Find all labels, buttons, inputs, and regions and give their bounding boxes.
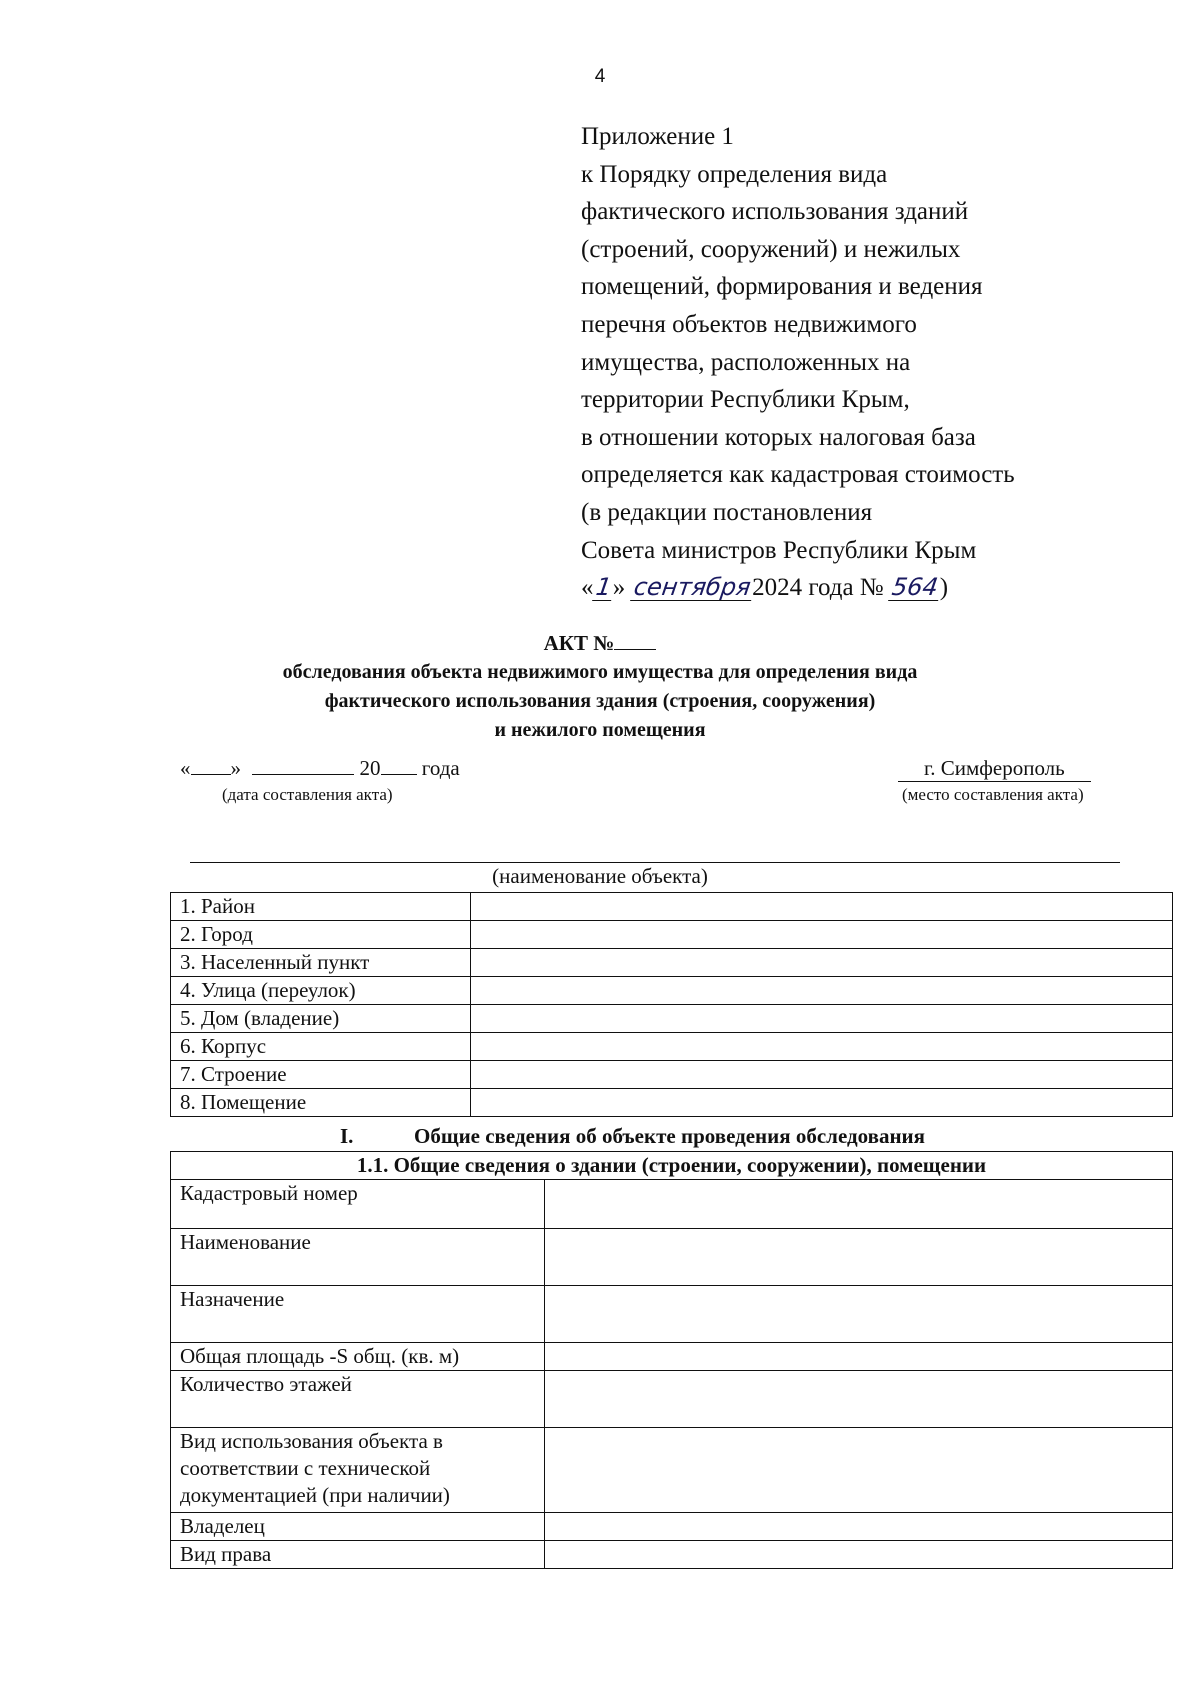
act-title: АКТ № bbox=[0, 628, 1200, 658]
general-label: Количество этажей bbox=[171, 1371, 545, 1428]
appendix-line: Совета министров Республики Крым bbox=[581, 536, 977, 564]
table-row bbox=[171, 1343, 1173, 1371]
appendix-line: имущества, расположенных на bbox=[581, 348, 911, 376]
general-label: Назначение bbox=[171, 1286, 545, 1343]
general-label: Общая площадь -S общ. (кв. м) bbox=[171, 1343, 545, 1371]
act-date-field: « » 20 года bbox=[180, 756, 460, 780]
page-number: 4 bbox=[594, 66, 606, 87]
address-table bbox=[170, 892, 1173, 1117]
table-row bbox=[171, 1180, 1173, 1229]
resolution-year: 2024 года № bbox=[752, 574, 884, 602]
day-blank[interactable] bbox=[191, 756, 231, 775]
act-number-blank[interactable] bbox=[614, 633, 656, 650]
table-row bbox=[171, 977, 1173, 1005]
general-label: Вид использования объекта в соответствии с технической документацией (при наличии) bbox=[171, 1428, 545, 1513]
table-row bbox=[171, 949, 1173, 977]
handwritten-month: сентября bbox=[631, 573, 753, 602]
address-value-cell[interactable] bbox=[471, 1005, 1173, 1033]
appendix-line: определяется как кадастровая стоимость bbox=[581, 461, 1015, 489]
address-label: 4. Улица (переулок) bbox=[171, 977, 471, 1005]
table-row bbox=[171, 1371, 1173, 1428]
address-label: 6. Корпус bbox=[171, 1033, 471, 1061]
general-value-cell[interactable] bbox=[545, 1286, 1173, 1343]
appendix-line: территории Республики Крым, bbox=[581, 386, 910, 414]
year-blank[interactable] bbox=[381, 756, 417, 775]
general-label: Владелец bbox=[171, 1513, 545, 1541]
general-label: Наименование bbox=[171, 1229, 545, 1286]
address-value-cell[interactable] bbox=[471, 977, 1173, 1005]
address-label: 2. Город bbox=[171, 921, 471, 949]
general-value-cell[interactable] bbox=[545, 1343, 1173, 1371]
address-value-cell[interactable] bbox=[471, 949, 1173, 977]
table-header: 1.1. Общие сведения о здании (строении, сооружении), помещении bbox=[171, 1152, 1173, 1180]
table-row bbox=[171, 921, 1173, 949]
appendix-line: в отношении которых налоговая база bbox=[581, 423, 976, 451]
section-title: Общие сведения об объекте проведения обследования bbox=[414, 1124, 926, 1148]
date-close-quote: » bbox=[612, 574, 626, 602]
table-row bbox=[171, 1428, 1173, 1513]
appendix-line: (строений, сооружений) и нежилых bbox=[581, 235, 961, 263]
table-row bbox=[171, 1089, 1173, 1117]
general-info-table bbox=[170, 1151, 1173, 1569]
appendix-line: перечня объектов недвижимого bbox=[581, 310, 917, 338]
table-row bbox=[171, 1033, 1173, 1061]
object-name-caption: (наименование объекта) bbox=[492, 864, 708, 888]
address-value-cell[interactable] bbox=[471, 1033, 1173, 1061]
general-value-cell[interactable] bbox=[545, 1513, 1173, 1541]
address-label: 7. Строение bbox=[171, 1061, 471, 1089]
general-value-cell[interactable] bbox=[545, 1371, 1173, 1428]
appendix-block bbox=[581, 118, 1121, 607]
act-title-block bbox=[0, 628, 1200, 745]
place-caption: (место составления акта) bbox=[902, 785, 1084, 804]
table-row bbox=[171, 893, 1173, 921]
table-row bbox=[171, 1286, 1173, 1343]
address-value-cell[interactable] bbox=[471, 1061, 1173, 1089]
table-row bbox=[171, 1005, 1173, 1033]
general-label: Кадастровый номер bbox=[171, 1180, 545, 1229]
resolution-date-line bbox=[581, 569, 1121, 607]
appendix-line: помещений, формирования и ведения bbox=[581, 273, 983, 301]
appendix-line: (в редакции постановления bbox=[581, 498, 873, 526]
table-header-row bbox=[171, 1152, 1173, 1180]
appendix-line: фактического использования зданий bbox=[581, 198, 969, 226]
table-row bbox=[171, 1061, 1173, 1089]
appendix-line: Приложение 1 bbox=[581, 123, 734, 150]
address-label: 1. Район bbox=[171, 893, 471, 921]
date-open-quote: « bbox=[581, 574, 594, 602]
address-value-cell[interactable] bbox=[471, 893, 1173, 921]
address-label: 5. Дом (владение) bbox=[171, 1005, 471, 1033]
table-row bbox=[171, 1513, 1173, 1541]
act-place-field[interactable]: г. Симферополь bbox=[898, 756, 1091, 782]
general-value-cell[interactable] bbox=[545, 1541, 1173, 1569]
general-value-cell[interactable] bbox=[545, 1428, 1173, 1513]
address-label: 8. Помещение bbox=[171, 1089, 471, 1117]
object-name-line[interactable] bbox=[190, 862, 1120, 863]
act-subtitle-line: фактического использования здания (строения, сооружения) bbox=[324, 690, 876, 712]
paren-close: ) bbox=[939, 574, 949, 602]
date-caption: (дата составления акта) bbox=[222, 785, 393, 804]
appendix-line: к Порядку определения вида bbox=[581, 160, 888, 188]
month-blank[interactable] bbox=[252, 756, 354, 775]
act-subtitle-line: обследования объекта недвижимого имущества для определения вида bbox=[282, 661, 918, 683]
section-number: I. bbox=[340, 1124, 354, 1148]
address-value-cell[interactable] bbox=[471, 1089, 1173, 1117]
table-row bbox=[171, 1541, 1173, 1569]
general-value-cell[interactable] bbox=[545, 1180, 1173, 1229]
table-row bbox=[171, 1229, 1173, 1286]
handwritten-number: 564 bbox=[890, 573, 940, 602]
general-value-cell[interactable] bbox=[545, 1229, 1173, 1286]
handwritten-day: 1 bbox=[593, 573, 613, 602]
address-label: 3. Населенный пункт bbox=[171, 949, 471, 977]
address-value-cell[interactable] bbox=[471, 921, 1173, 949]
act-subtitle-line: и нежилого помещения bbox=[494, 719, 706, 741]
general-label: Вид права bbox=[171, 1541, 545, 1569]
